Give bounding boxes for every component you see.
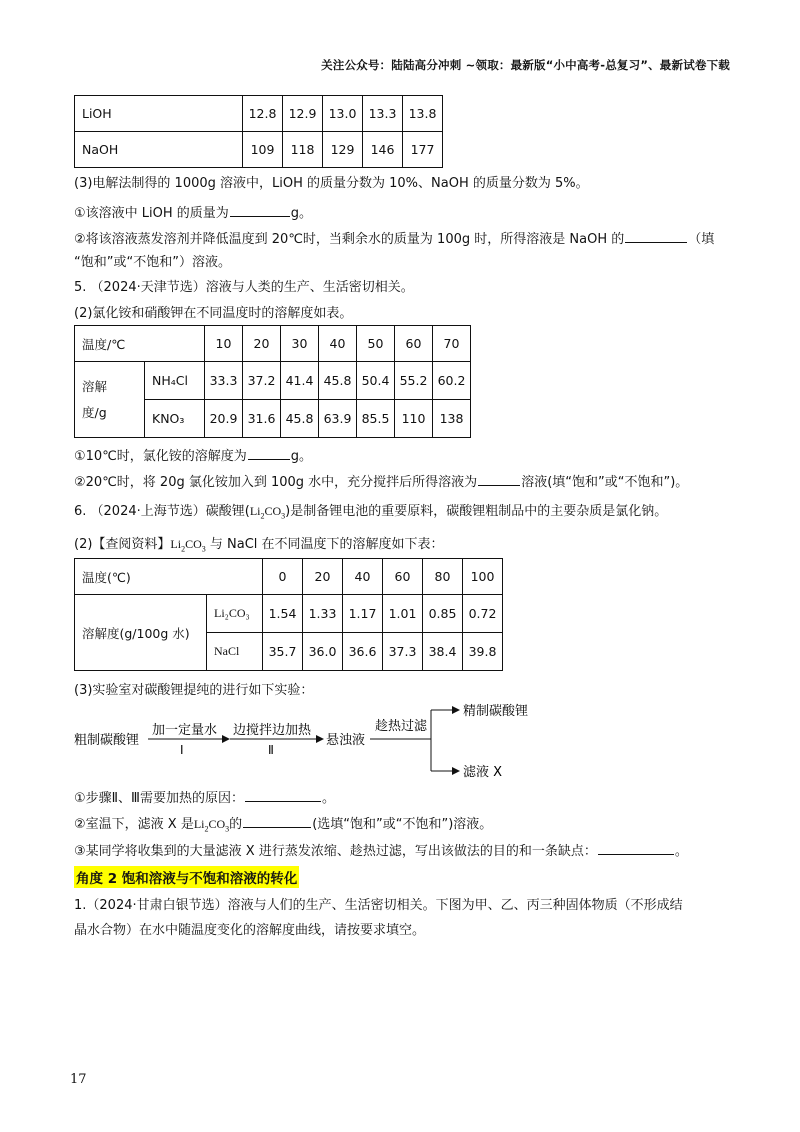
q5-sub2-text: ②20℃时，将 20g 氯化铵加入到 100g 水中，充分搅拌后所得溶液为 [74,475,478,490]
table-cell: 37.2 [243,362,281,400]
arrowhead-icon [316,735,324,743]
table-cell: 35.7 [263,633,303,671]
q6-sub3-text: ③某同学将收集到的大量滤液 X 进行蒸发浓缩、趁热过滤，写出该做法的目的和一条缺点： [74,844,597,859]
q5-title: 5. （2024·天津节选）溶液与人类的生产、生活密切相关。 [74,280,414,295]
table-cell: 13.3 [363,96,403,132]
table-row [75,96,443,132]
table-cell: 118 [283,132,323,168]
table-cell: 38.4 [423,633,463,671]
q6-title-text-end: )是制备锂电池的重要原料，碳酸锂粗制品中的主要杂质是氯化钠。 [285,504,668,519]
q6-part2-text: (2)【查阅资料】 [74,537,171,552]
table-cell: 0.85 [423,595,463,633]
table-cell: 50.4 [357,362,395,400]
row-label: NaCl [207,633,263,671]
table-cell: 12.8 [243,96,283,132]
table-cell: 109 [243,132,283,168]
formula-li2co3 [193,817,230,834]
table-cell: 36.6 [343,633,383,671]
table-cell: 55.2 [395,362,433,400]
table-cell: 30 [281,326,319,362]
formula-subscript: 2 [181,544,186,554]
flow-step1-label: 加一定量水 [152,723,218,738]
q6-sub2-text-end: (选填“饱和”或“不饱和”)溶液。 [312,817,493,832]
table-cell: 13.0 [323,96,363,132]
table-cell: 110 [395,400,433,438]
flow-middle: 悬浊液 [326,733,366,748]
q4-sub1 [74,202,312,221]
table-cell: 138 [433,400,471,438]
answer-blank[interactable] [245,789,321,802]
page-number: 17 [70,1072,87,1087]
table-cell: 0.72 [463,595,503,633]
table-cell: 45.8 [281,400,319,438]
table-cell: 36.0 [303,633,343,671]
formula-part: Li [249,504,261,518]
answer-blank[interactable] [598,842,674,855]
solubility-label-line2: 度/g [82,404,107,420]
row-label: NaOH [75,132,243,168]
table-cell: 1.17 [343,595,383,633]
q6-sub1-end: 。 [322,791,336,806]
formula-part: Li [170,537,182,551]
row-label: Li₂CO₃ [207,595,263,633]
answer-blank[interactable] [478,473,520,486]
answer-blank[interactable] [248,447,290,460]
table-cell: 100 [463,559,503,595]
flow-step2-num: Ⅱ [268,743,274,757]
table-cell: 63.9 [319,400,357,438]
q6-sub2 [74,813,492,833]
table-cell: 1.01 [383,595,423,633]
table-cell: 31.6 [243,400,281,438]
nh4cl-kno3-table [74,325,471,438]
formula-li2co3 [249,504,286,521]
flow-out-top: 精制碳酸锂 [463,704,529,719]
arrowhead-icon [452,706,460,714]
row-label: KNO₃ [145,400,205,438]
answer-blank[interactable] [625,230,687,243]
formula-subscript: 3 [201,544,206,554]
table-cell: 177 [403,132,443,168]
flow-step3-label: 趁热过滤 [375,719,428,734]
header-cell: 温度/℃ [75,326,205,362]
flow-out-bottom: 滤液 X [463,765,503,780]
formula-part: Li [193,817,205,831]
q5-sub2 [74,471,688,490]
q6-sub3-end: 。 [674,844,688,859]
table-cell: 12.9 [283,96,323,132]
page-header: 关注公众号：陆陆高分冲刺 ~领取：最新版“小中高考-总复习”、最新试卷下载 [321,58,730,72]
q4-part3: (3)电解法制得的 1000g 溶液中，LiOH 的质量分数为 10%、NaOH 的质量分数为 5%。 [74,176,589,191]
q6-title [74,500,667,520]
flow-start: 粗制碳酸锂 [74,733,140,748]
table-cell: 60 [383,559,423,595]
solubility-label [75,362,145,438]
header-cell: 温度(℃) [75,559,263,595]
answer-blank[interactable] [230,204,290,217]
q5-sub1 [74,445,312,464]
q5-sub1-text: ①10℃时，氯化铵的溶解度为 [74,449,247,464]
q6-part3: (3)实验室对碳酸锂提纯的进行如下实验： [74,683,314,698]
q4-sub2-text: ②将该溶液蒸发溶剂并降低温度到 20℃时，当剩余水的质量为 100g 时，所得溶液是 NaOH 的 [74,232,625,247]
table-cell: 20 [243,326,281,362]
formula-subscript: 3 [225,824,230,834]
table-cell: 39.8 [463,633,503,671]
formula-part: CO [208,817,226,831]
table-cell: 129 [323,132,363,168]
q5-sub1-unit: g。 [290,449,313,464]
arrowhead-icon [222,735,230,743]
q4-sub2-text-end: （填 [688,232,715,247]
table-cell: 50 [357,326,395,362]
formula-subscript: 2 [260,511,265,521]
q6-sub3 [74,840,688,859]
table-cell: 33.3 [205,362,243,400]
formula-subscript: 3 [281,511,286,521]
q6-sub2-text: ②室温下，滤液 X 是 [74,817,194,832]
table-cell: 45.8 [319,362,357,400]
row-label: NH₄Cl [145,362,205,400]
table-cell: 20 [303,559,343,595]
arrowhead-icon [452,767,460,775]
table-cell: 13.8 [403,96,443,132]
table-cell: 1.33 [303,595,343,633]
answer-blank[interactable] [243,815,311,828]
solubility-label-line1: 溶解 [82,378,108,394]
table-row [75,326,471,362]
q4-sub1-text: ①该溶液中 LiOH 的质量为 [74,206,229,221]
q4-sub2-cont: “饱和”或“不饱和”）溶液。 [74,255,231,270]
q1-line1: 1.（2024·甘肃白银节选）溶液与人们的生产、生活密切相关。下图为甲、乙、丙三种固体物质（不形成结 [74,898,683,913]
flow-step1-num: Ⅰ [180,743,184,757]
table-cell: 85.5 [357,400,395,438]
formula-part: CO [185,537,202,551]
li2co3-nacl-table [74,558,503,671]
table-cell: 40 [319,326,357,362]
q6-sub2-text-mid: 的 [229,817,243,832]
table-cell: 60 [395,326,433,362]
table-cell: 0 [263,559,303,595]
table-row [75,559,503,595]
q1-line2: 晶水合物）在水中随温度变化的溶解度曲线，请按要求填空。 [74,923,426,938]
row-label: LiOH [75,96,243,132]
solubility-label: 溶解度(g/100g 水) [75,595,207,671]
table-cell: 20.9 [205,400,243,438]
section-heading: 角度 2 饱和溶液与不饱和溶液的转化 [74,866,299,888]
formula-part: CO [264,504,282,518]
flow-step2-label: 边搅拌边加热 [233,723,312,738]
table-cell: 40 [343,559,383,595]
formula-subscript: 2 [204,824,209,834]
q6-sub1 [74,787,335,806]
table-row [75,132,443,168]
q6-sub1-text: ①步骤Ⅱ、Ⅲ需要加热的原因： [74,791,245,806]
table-cell: 10 [205,326,243,362]
q6-part2-text-end: 与 NaCl 在不同温度下的溶解度如下表： [209,537,444,552]
q6-title-text: 6. （2024·上海节选）碳酸锂( [74,504,250,519]
table-cell: 1.54 [263,595,303,633]
table-cell: 60.2 [433,362,471,400]
q6-part2 [74,533,444,553]
formula-li2co3 [170,537,206,554]
table-row [75,595,503,633]
table-row [75,362,471,400]
table-cell: 80 [423,559,463,595]
lioh-naoh-table [74,95,443,168]
q4-sub1-unit: g。 [290,206,313,221]
table-cell: 70 [433,326,471,362]
q5-sub2-text-end: 溶液(填“饱和”或“不饱和”)。 [521,475,689,490]
table-cell: 41.4 [281,362,319,400]
purification-flow-diagram [70,698,590,780]
q5-part2: (2)氯化铵和硝酸钾在不同温度时的溶解度如表。 [74,306,353,321]
table-cell: 37.3 [383,633,423,671]
table-cell: 146 [363,132,403,168]
q4-sub2 [74,228,714,247]
